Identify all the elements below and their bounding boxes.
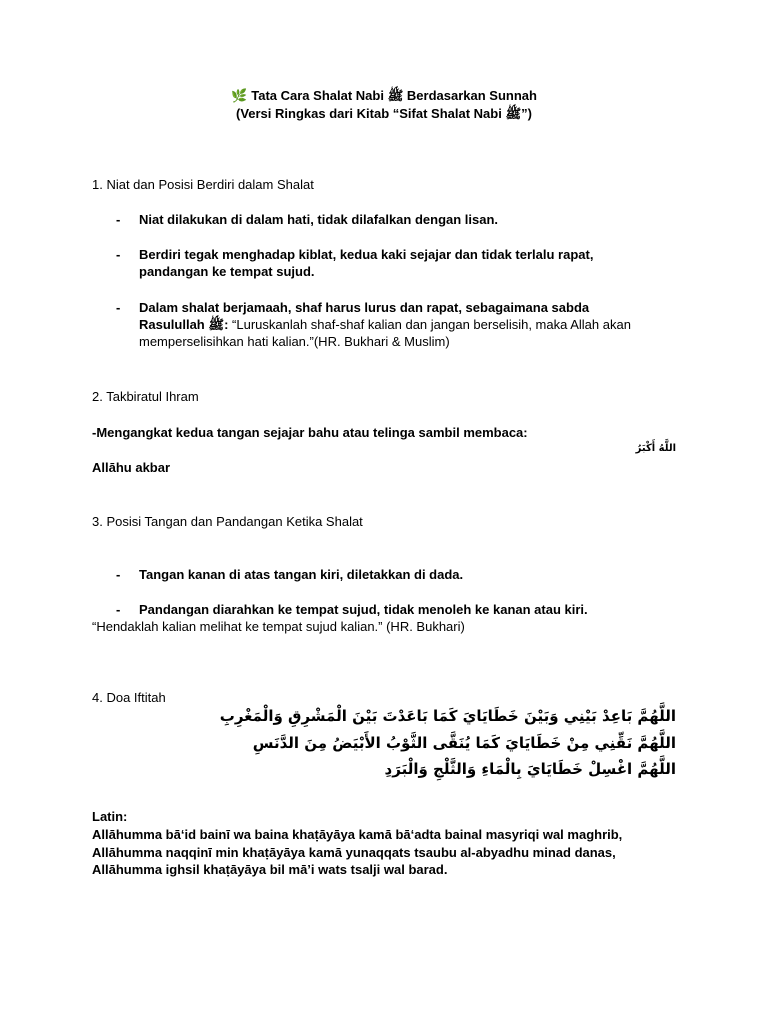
section-3-item-2: Pandangan diarahkan ke tempat sujud, tidak menoleh ke kanan atau kiri. xyxy=(139,602,588,617)
arabic-doa-line-3: اللَّهُمَّ اغْسِلْ خَطَايَايَ بِالْمَاءِ وَالثَّلْجِ وَالْبَرَدِ xyxy=(384,760,676,778)
section-1-heading: 1. Niat dan Posisi Berdiri dalam Shalat xyxy=(92,177,314,192)
latin-line-2: Allāhumma naqqinī min khaṭāyāya kamā yunaqqats tsaubu al-abyadhu minad danas, xyxy=(92,845,616,860)
arabic-doa-line-1: اللَّهُمَّ بَاعِدْ بَيْنِي وَبَيْنَ خَطَايَايَ كَمَا بَاعَدْتَ بَيْنَ الْمَشْرِقِ وَالْمَغْرِبِ xyxy=(219,707,676,725)
bullet-dash: - xyxy=(116,300,121,315)
section-3-hadith: “Hendaklah kalian melihat ke tempat sujud kalian.” (HR. Bukhari) xyxy=(92,619,465,634)
section-3-item-1: Tangan kanan di atas tangan kiri, diletakkan di dada. xyxy=(139,567,464,582)
section-1-item-3 xyxy=(139,299,655,350)
latin-label: Latin: xyxy=(92,809,128,824)
arabic-takbir: اللَّهُ أَكْبَرُ xyxy=(635,443,676,454)
section-4-heading: 4. Doa Iftitah xyxy=(92,690,166,705)
section-1-item-3-text: Dalam shalat berjamaah, shaf harus lurus dan rapat, sebagaimana sabda Rasulullah ﷺ: xyxy=(139,300,590,332)
arabic-doa-line-2: اللَّهُمَّ نَقِّنِي مِنْ خَطَايَايَ كَمَا يُنَقَّى الثَّوْبُ الأَبْيَضُ مِنَ الدَّنَسِ xyxy=(252,734,676,752)
bullet-dash: - xyxy=(116,247,121,262)
title-line-1: Tata Cara Shalat Nabi ﷺ Berdasarkan Sunnah xyxy=(251,88,537,103)
section-1-item-2: Berdiri tegak menghadap kiblat, kedua kaki sejajar dan tidak terlalu rapat, pandangan ke tempat sujud. xyxy=(139,247,594,279)
document-title xyxy=(0,87,768,104)
bullet-dash: - xyxy=(116,212,121,227)
bullet-dash: - xyxy=(116,567,121,582)
leaf-icon: 🌿 xyxy=(231,88,248,103)
takbir-latin: Allāhu akbar xyxy=(92,460,171,475)
section-2-instruction: -Mengangkat kedua tangan sejajar bahu atau telinga sambil membaca: xyxy=(92,425,528,440)
bullet-dash: - xyxy=(116,602,121,617)
document-subtitle: (Versi Ringkas dari Kitab “Sifat Shalat Nabi ﷺ”) xyxy=(235,106,533,121)
latin-line-1: Allāhumma bā‘id bainī wa baina khaṭāyāya kamā bā‘adta bainal masyriqi wal maghrib, xyxy=(92,827,623,842)
section-2-heading: 2. Takbiratul Ihram xyxy=(92,389,199,404)
latin-line-3: Allāhumma ighsil khaṭāyāya bil mā’i wats tsalji wal barad. xyxy=(92,862,448,877)
section-1-item-1: Niat dilakukan di dalam hati, tidak dilafalkan dengan lisan. xyxy=(139,212,499,227)
section-3-heading: 3. Posisi Tangan dan Pandangan Ketika Shalat xyxy=(92,514,363,529)
hadith-quote: “Luruskanlah shaf-shaf kalian dan jangan berselisih, maka Allah akan memperselisihkan hati kalian.”(HR. Bukhari & Muslim) xyxy=(139,317,631,349)
